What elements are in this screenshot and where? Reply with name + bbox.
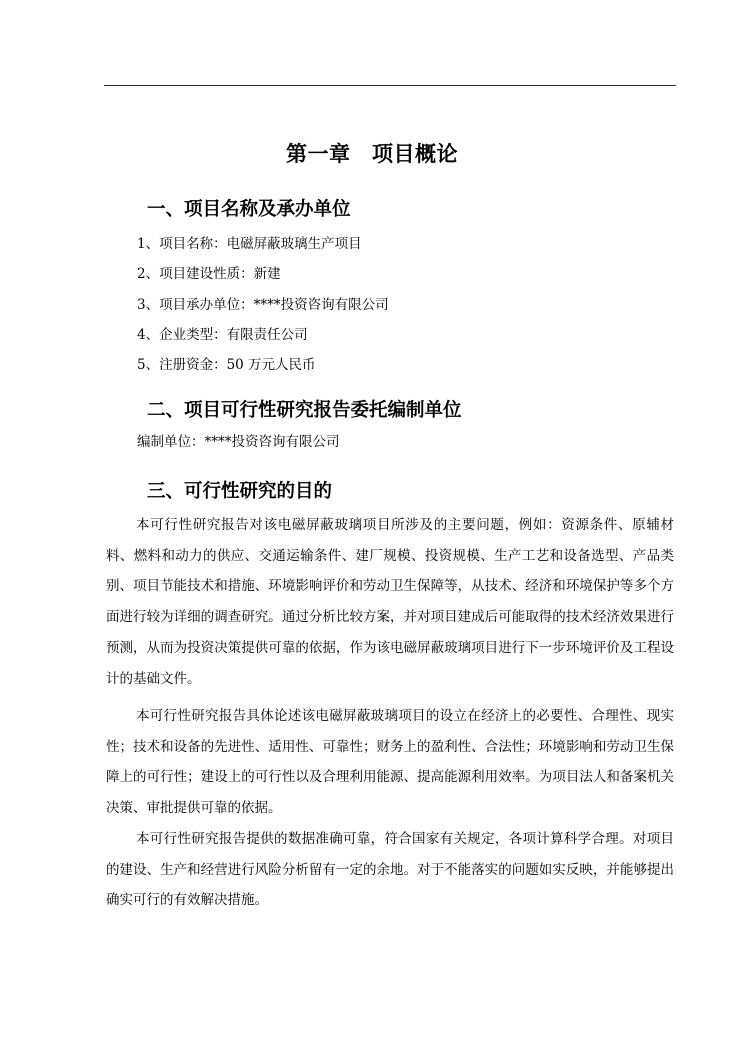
section-heading-project-name: 一、项目名称及承办单位 xyxy=(147,199,351,220)
header-rule xyxy=(104,85,676,86)
purpose-paragraph-2: 本可行性研究报告具体论述该电磁屏蔽玻璃项目的设立在经济上的必要性、合理性、现实性；技术和设备的先进性、适用性、可靠性；财务上的盈利性、合法性；环境影响和劳动卫生保障上的可行性；建设上的可行性以及合理利用能源、提高能源利用效率。为项目法人和备案机关决策、审批提供可靠的依据。 xyxy=(106,708,674,817)
list-item-enterprise-type: 4、企业类型：有限责任公司 xyxy=(137,327,308,343)
section-heading-study-purpose: 三、可行性研究的目的 xyxy=(147,481,333,502)
compiler-unit-text: 编制单位：****投资咨询有限公司 xyxy=(137,434,340,450)
section-heading-report-compiler: 二、项目可行性研究报告委托编制单位 xyxy=(147,400,462,421)
list-item-construction-nature: 2、项目建设性质：新建 xyxy=(137,266,281,282)
purpose-paragraph-1: 本可行性研究报告对该电磁屏蔽玻璃项目所涉及的主要问题，例如：资源条件、原辅材料、燃料和动力的供应、交通运输条件、建厂规模、投资规模、生产工艺和设备选型、产品类别、项目节能技术和措施、环境影响评价和劳动卫生保障等，从技术、经济和环境保护等多个方面进行较为详细的调查研究。通过分析比较方案，并对项目建成后可能取得的技术经济效果进行预测，从而为投资决策提供可靠的依据，作为该电磁屏蔽玻璃项目进行下一步环境评价及工程设计的基础文件。 xyxy=(106,517,674,687)
purpose-paragraph-3: 本可行性研究报告提供的数据准确可靠，符合国家有关规定，各项计算科学合理。对项目的建设、生产和经营进行风险分析留有一定的余地。对于不能落实的问题如实反映，并能够提出确实可行的有效解决措施。 xyxy=(106,831,674,909)
list-item-undertaking-unit: 3、项目承办单位：****投资咨询有限公司 xyxy=(137,297,389,313)
list-item-project-name: 1、项目名称：电磁屏蔽玻璃生产项目 xyxy=(137,236,362,252)
list-item-registered-capital: 5、注册资金：50 万元人民币 xyxy=(137,357,316,373)
chapter-title: 第一章 项目概论 xyxy=(286,142,458,166)
